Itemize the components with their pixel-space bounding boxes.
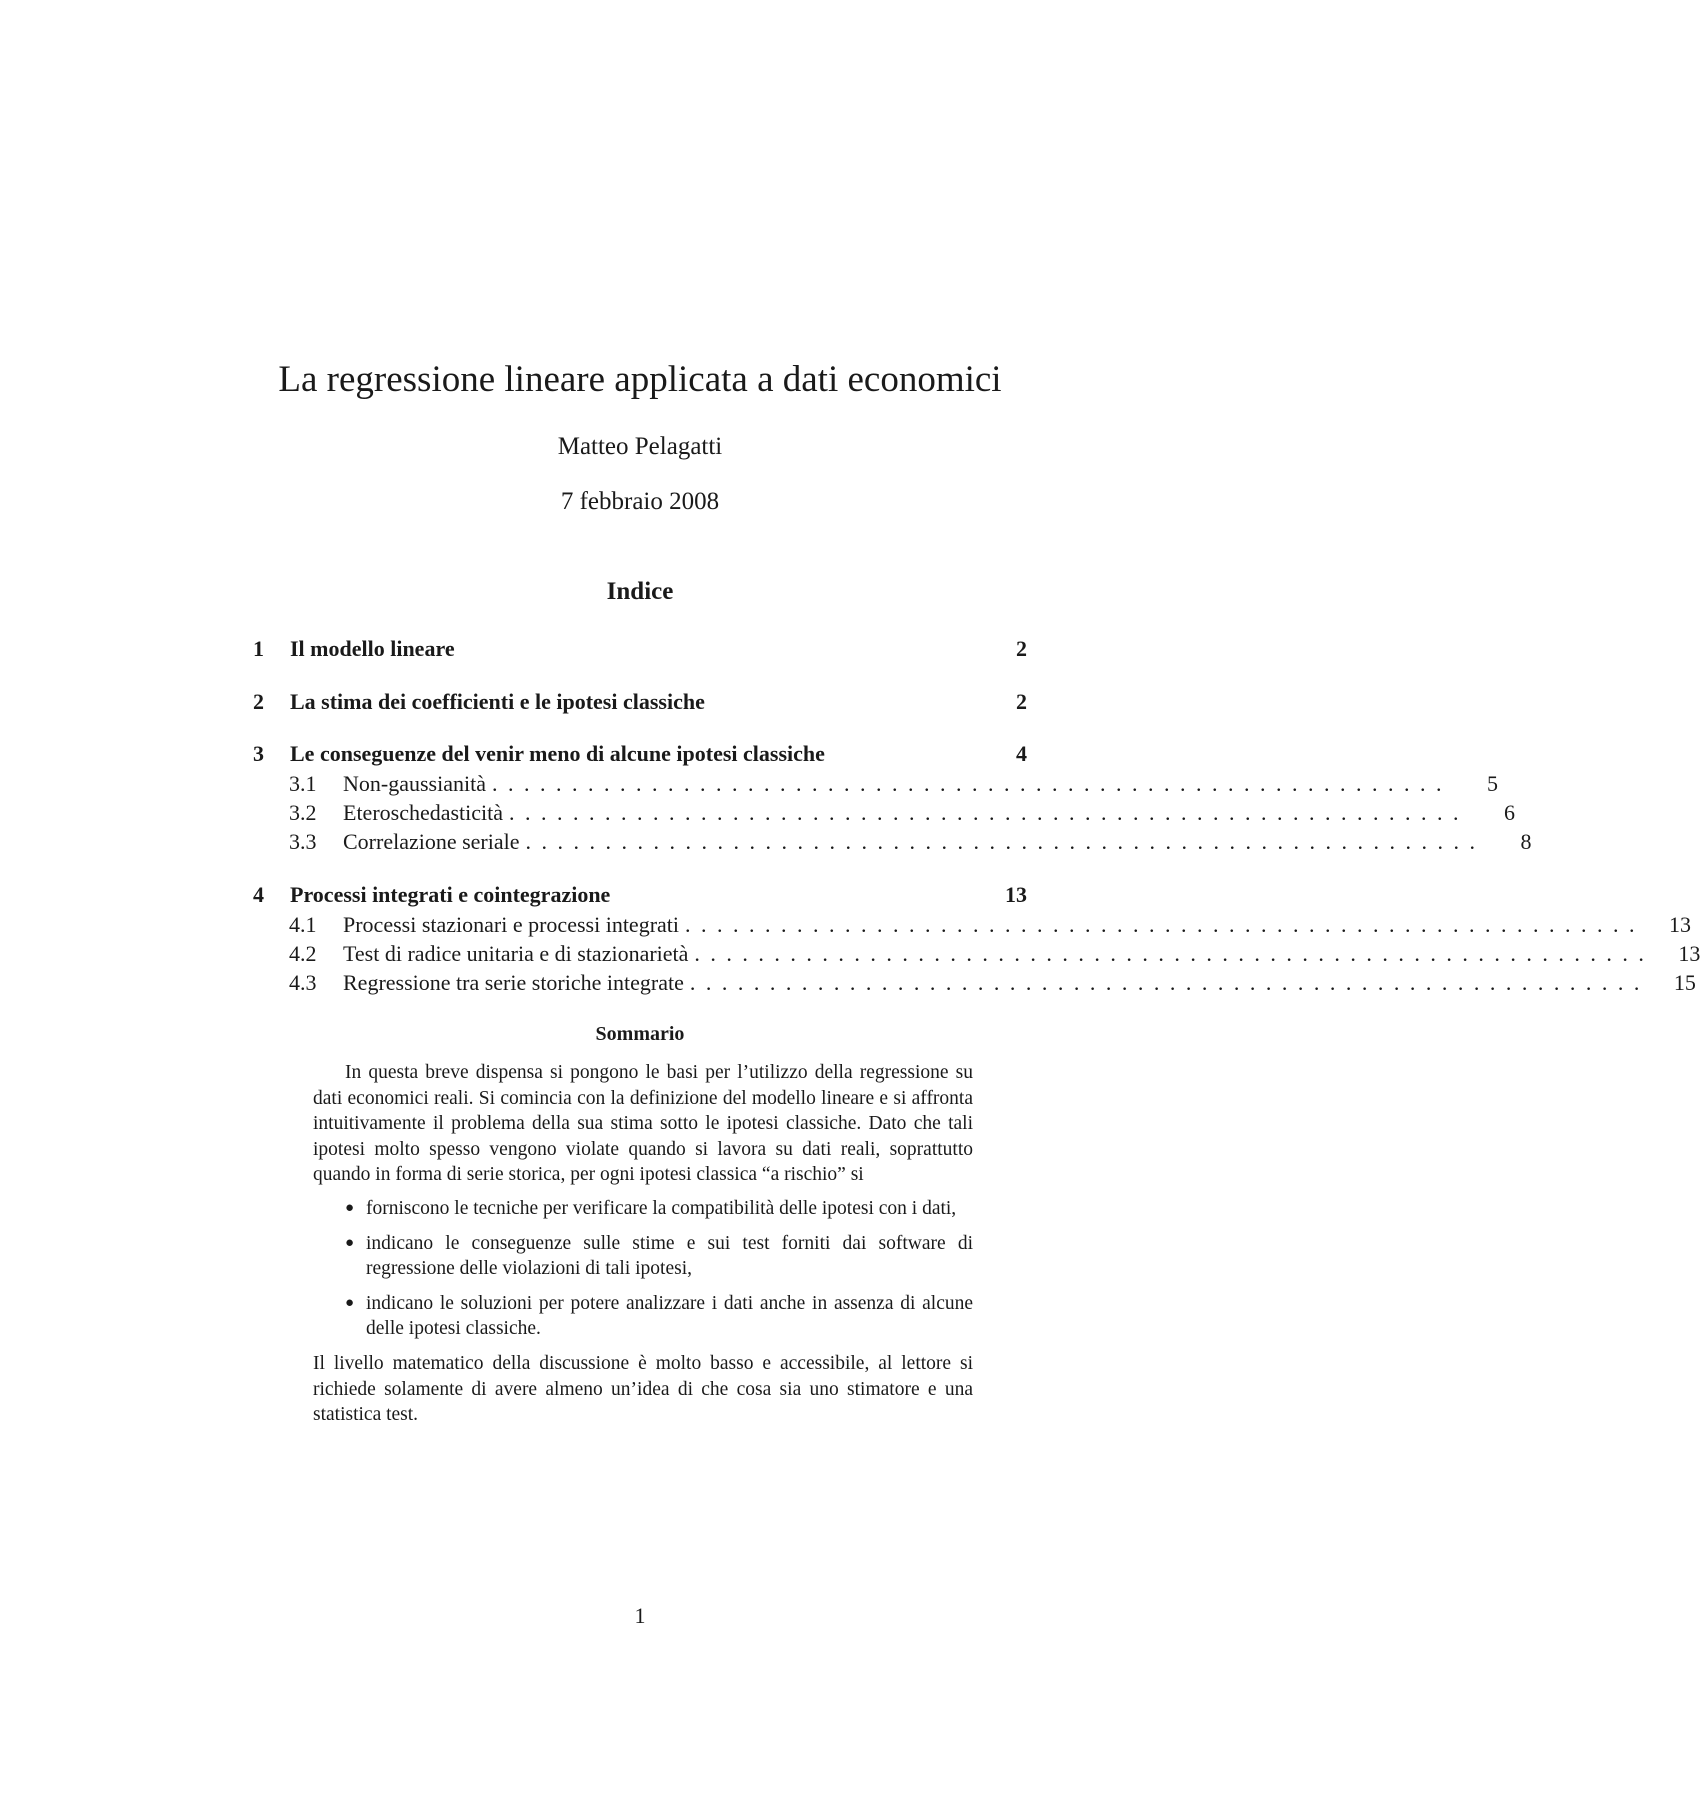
- toc-entry-page: 5: [1486, 771, 1498, 796]
- toc-section-entry[interactable]: [253, 881, 1027, 909]
- abstract-heading: Sommario: [595, 1023, 685, 1045]
- bullet-icon: ●: [345, 1294, 355, 1311]
- toc-dot-leader: ............................................................: [689, 970, 1650, 995]
- abstract-list-item: [345, 1231, 973, 1282]
- toc-entry-title: Le conseguenze del venir meno di alcune ipotesi classiche: [290, 741, 825, 766]
- toc-dot-leader: ............................................................: [694, 941, 1655, 966]
- abstract-list-item: [345, 1291, 973, 1342]
- toc-subsection-entry[interactable]: [253, 799, 1516, 827]
- toc-entry-title: Non-gaussianità: [343, 771, 486, 796]
- toc-entry-title: Processi integrati e cointegrazione: [290, 882, 611, 907]
- toc-entry-page: 6: [1504, 800, 1516, 825]
- toc-entry-page: 13: [1669, 912, 1692, 937]
- toc-dot-leader: ............................................................: [525, 829, 1486, 854]
- document-title: La regressione lineare applicata a dati economici: [278, 359, 1002, 400]
- toc-entry-number: 4: [253, 882, 264, 907]
- toc-entry-title: Processi stazionari e processi integrati: [343, 912, 680, 937]
- document-date: 7 febbraio 2008: [560, 488, 720, 515]
- toc-dot-leader: ............................................................: [509, 800, 1470, 825]
- toc-entry-page: 13: [1678, 941, 1700, 966]
- abstract-list-item: [345, 1196, 973, 1222]
- toc-entry-page: 4: [1016, 741, 1027, 766]
- toc-subsection-entry[interactable]: [253, 911, 1692, 939]
- toc-subsection-entry[interactable]: [253, 940, 1700, 968]
- toc-subsection-entry[interactable]: [253, 828, 1532, 856]
- abstract: [313, 1060, 973, 1428]
- toc-entry-title: Eteroschedasticità: [343, 800, 504, 825]
- toc-entry-page: 15: [1673, 970, 1696, 995]
- toc-section-entry[interactable]: [253, 635, 1027, 663]
- toc-subsection-entry[interactable]: [253, 969, 1696, 997]
- toc-dot-leader: ............................................................: [685, 912, 1646, 937]
- toc-entry-page: 13: [1005, 882, 1027, 907]
- toc-subsection-entry[interactable]: [253, 770, 1498, 798]
- toc-entry-number: 2: [253, 689, 264, 714]
- toc-entry-title: Test di radice unitaria e di stazionarietà: [343, 941, 689, 966]
- toc-entry-number: 1: [253, 636, 264, 661]
- abstract-intro: In questa breve dispensa si pongono le basi per l’utilizzo della regressione su dati economici reali. Si comincia con la definizione del modello lineare e si affronta intuitivamente il problema della sua stima sotto le ipotesi classiche. Dato che tali ipotesi molto spesso vengono violate quando si lavora su dati reali, soprattutto quando in forma di serie storica, per ogni ipotesi classica “a rischio” si: [313, 1062, 973, 1186]
- toc-entry-number: 3.3: [289, 829, 317, 854]
- toc-entry-title: Il modello lineare: [290, 636, 455, 661]
- toc-entry-page: 8: [1520, 829, 1532, 854]
- document-author: Matteo Pelagatti: [557, 433, 723, 460]
- toc-entry-number: 3.2: [289, 800, 317, 825]
- bullet-icon: ●: [345, 1234, 355, 1251]
- toc-entry-page: 2: [1016, 689, 1027, 714]
- toc-dot-leader: ............................................................: [491, 771, 1452, 796]
- toc-section-entry[interactable]: [253, 740, 1027, 768]
- bullet-icon: ●: [345, 1199, 355, 1216]
- abstract-list-item-text: indicano le soluzioni per potere analizzare i dati anche in assenza di alcune delle ipotesi classiche.: [366, 1292, 973, 1340]
- abstract-list-item-text: indicano le conseguenze sulle stime e sui test forniti dai software di regressione delle violazioni di tali ipotesi,: [366, 1232, 973, 1280]
- toc-entry-title: Regressione tra serie storiche integrate: [343, 970, 684, 995]
- toc-entry-number: 3: [253, 741, 264, 766]
- toc-entry-number: 4.1: [289, 912, 317, 937]
- abstract-closing: Il livello matematico della discussione è molto basso e accessibile, al lettore si richiede solamente di avere almeno un’idea di che cosa sia uno stimatore e una statistica test.: [313, 1352, 973, 1426]
- toc-section-entry[interactable]: [253, 688, 1027, 716]
- toc-entry-title: Correlazione seriale: [343, 829, 520, 854]
- toc-entry-number: 3.1: [289, 771, 317, 796]
- toc-entry-title: La stima dei coefficienti e le ipotesi classiche: [290, 689, 705, 714]
- abstract-list-item-text: forniscono le tecniche per verificare la compatibilità delle ipotesi con i dati,: [366, 1197, 957, 1219]
- toc-entry-page: 2: [1016, 636, 1027, 661]
- toc-entry-number: 4.2: [289, 941, 317, 966]
- toc-entry-number: 4.3: [289, 970, 317, 995]
- page-number: 1: [634, 1603, 646, 1628]
- abstract-list: [313, 1196, 973, 1342]
- toc-heading: Indice: [606, 578, 674, 605]
